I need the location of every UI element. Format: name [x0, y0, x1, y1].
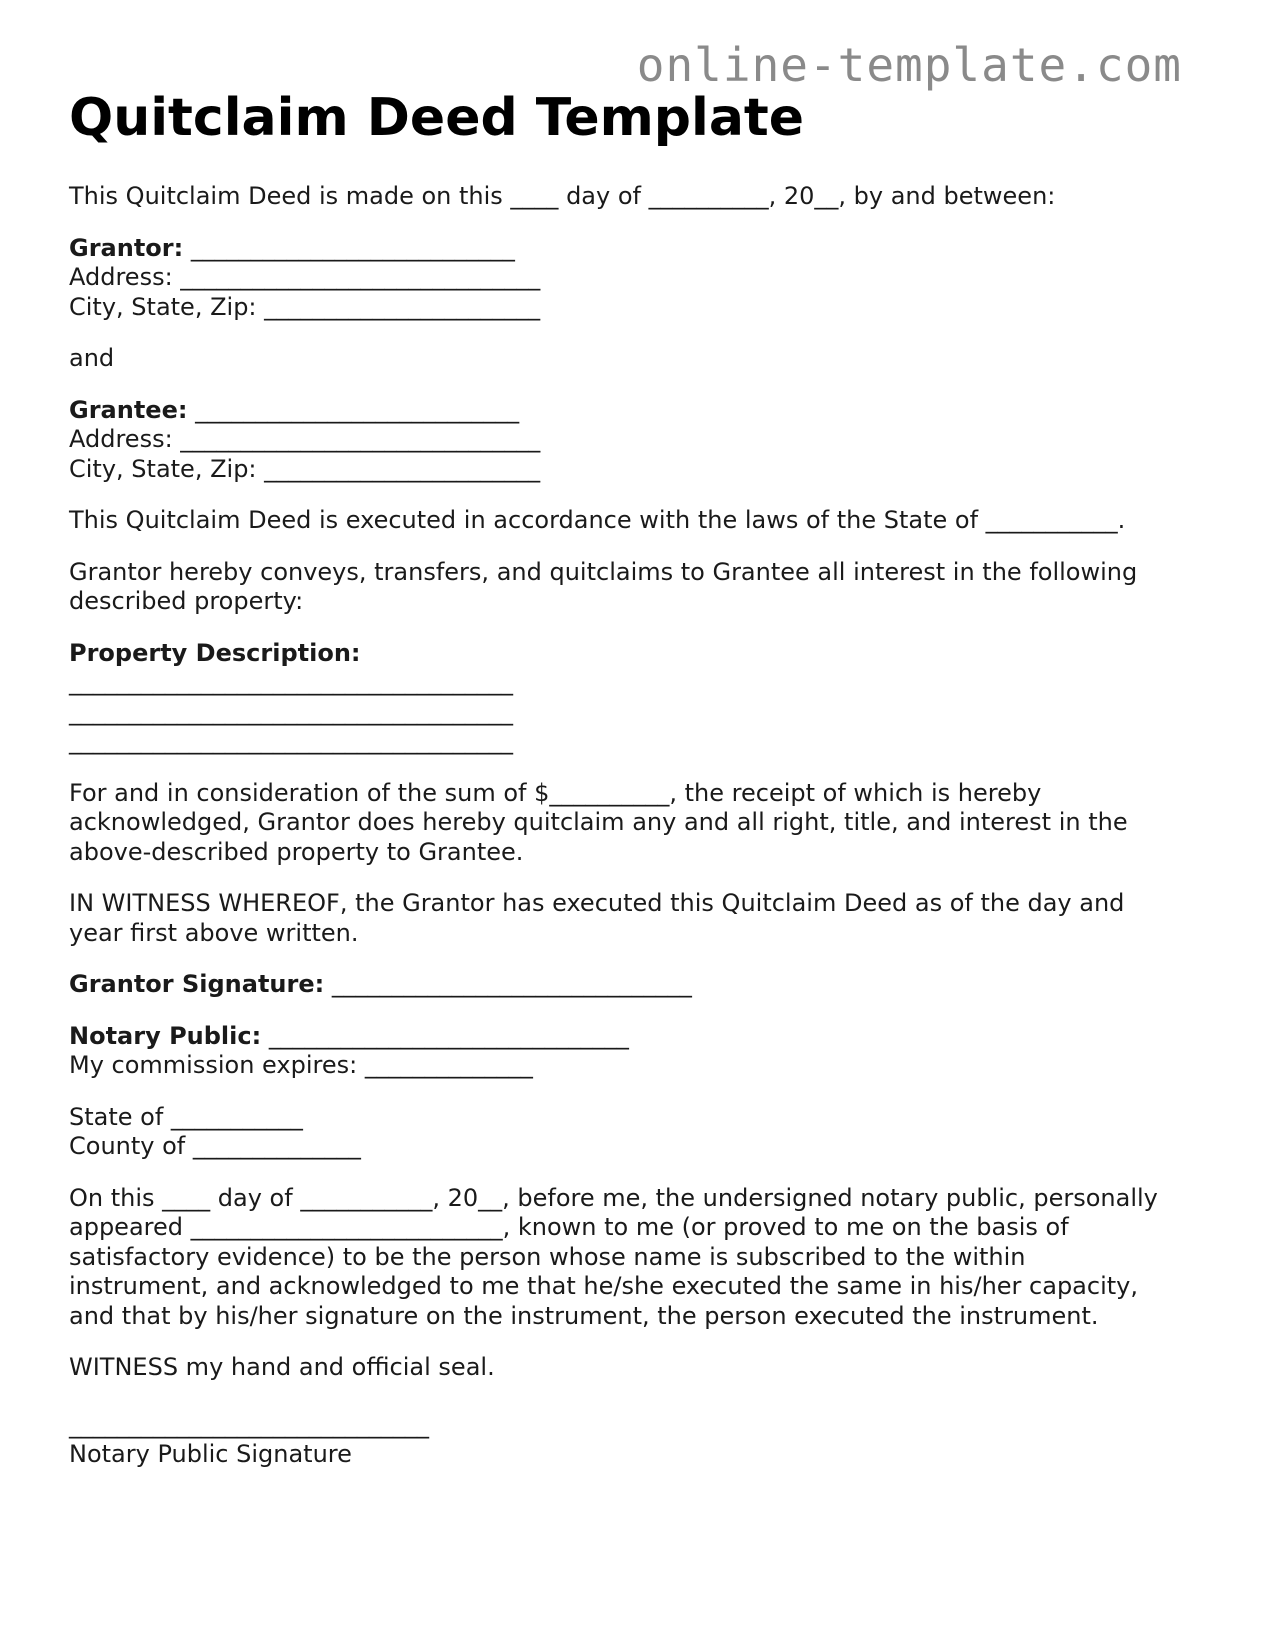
witness-hand-text: WITNESS my hand and official seal. — [69, 1353, 495, 1381]
grantor-section — [69, 234, 1209, 323]
grantee-section — [69, 396, 1209, 485]
state-of: State of ___________ — [69, 1102, 303, 1131]
notary-signature-section — [69, 1411, 1209, 1470]
property-description-label: Property Description: — [69, 638, 361, 667]
witness-hand-paragraph — [69, 1353, 1209, 1383]
laws-text: This Quitclaim Deed is executed in accordance with the laws of the State of ___________. — [69, 506, 1126, 534]
grantee-address: Address: ______________________________ — [69, 425, 541, 453]
notary-section — [69, 1022, 1209, 1081]
notary-public-blank: ______________________________ — [261, 1021, 629, 1050]
document-body — [69, 182, 1209, 1492]
grantor-city-state-zip: City, State, Zip: _______________________ — [69, 292, 541, 321]
acknowledgment-line-2: appeared __________________________, known to me (or proved to me on the basis of — [69, 1213, 1069, 1241]
venue-section — [69, 1103, 1209, 1162]
property-description-blank-2: _____________________________________ — [69, 697, 513, 726]
acknowledgment-line-5: and that by his/her signature on the instrument, the person executed the instrument. — [69, 1301, 1099, 1330]
commission-expires: My commission expires: ______________ — [69, 1051, 533, 1079]
notary-public-line — [69, 1022, 1209, 1052]
notary-signature-label: Notary Public Signature — [69, 1440, 352, 1468]
witness-paragraph — [69, 889, 1209, 948]
witness-line-1: IN WITNESS WHEREOF, the Grantor has executed this Quitclaim Deed as of the day and — [69, 889, 1125, 917]
acknowledgment-line-4: instrument, and acknowledged to me that he/she executed the same in his/her capacity, — [69, 1272, 1138, 1300]
county-of: County of ______________ — [69, 1132, 361, 1160]
acknowledgment-paragraph — [69, 1184, 1209, 1332]
page-title: Quitclaim Deed Template — [69, 88, 805, 148]
consideration-line-1: For and in consideration of the sum of $__________, the receipt of which is hereby — [69, 778, 1042, 807]
consideration-paragraph — [69, 779, 1209, 868]
notary-public-label: Notary Public: — [69, 1021, 262, 1050]
grantor-signature-line — [69, 970, 1209, 1000]
laws-paragraph — [69, 506, 1209, 536]
grantor-signature-blank: ______________________________ — [324, 970, 692, 998]
property-description-blank-1: _____________________________________ — [69, 668, 513, 696]
and-label: and — [69, 344, 115, 372]
conveys-line-2: described property: — [69, 587, 304, 615]
watermark: online-template.com — [636, 38, 1182, 92]
intro-paragraph — [69, 182, 1209, 212]
witness-line-2: year first above written. — [69, 918, 359, 947]
grantee-name-blank: ___________________________ — [187, 395, 520, 424]
grantor-name-line — [69, 234, 1209, 264]
consideration-line-3: above-described property to Grantee. — [69, 837, 524, 866]
property-description-blank-3: _____________________________________ — [69, 727, 513, 755]
grantor-address: Address: ______________________________ — [69, 263, 541, 291]
notary-signature-blank: ______________________________ — [69, 1410, 429, 1439]
grantee-label: Grantee: — [69, 395, 188, 424]
conveys-paragraph — [69, 558, 1209, 617]
acknowledgment-line-3: satisfactory evidence) to be the person whose name is subscribed to the within — [69, 1242, 1026, 1271]
and-text — [69, 344, 1209, 374]
grantor-signature-section — [69, 970, 1209, 1000]
property-description-section — [69, 639, 1209, 757]
conveys-line-1: Grantor hereby conveys, transfers, and quitclaims to Grantee all interest in the following — [69, 557, 1138, 586]
grantor-name-blank: ___________________________ — [183, 233, 515, 262]
grantor-signature-label: Grantor Signature: — [69, 970, 325, 998]
grantee-city-state-zip: City, State, Zip: _______________________ — [69, 454, 541, 483]
grantor-label: Grantor: — [69, 233, 184, 262]
grantee-name-line — [69, 396, 1209, 426]
intro-text: This Quitclaim Deed is made on this ____ day of __________, 20__, by and between: — [69, 182, 1056, 210]
consideration-line-2: acknowledged, Grantor does hereby quitclaim any and all right, title, and interest in the — [69, 808, 1128, 836]
acknowledgment-line-1: On this ____ day of ___________, 20__, before me, the undersigned notary public, personally — [69, 1183, 1158, 1212]
